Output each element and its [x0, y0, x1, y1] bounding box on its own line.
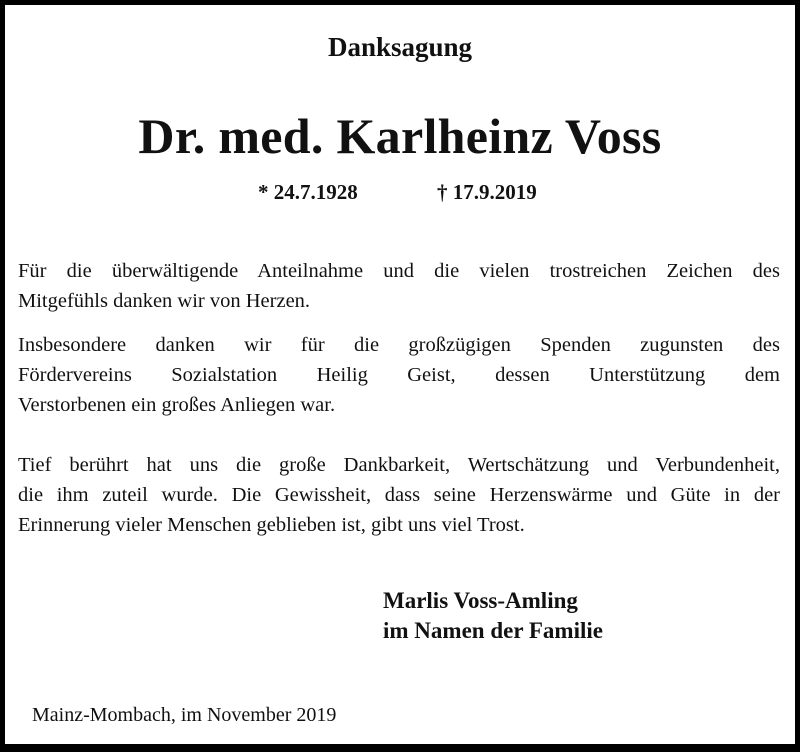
birth-date: * 24.7.1928 [258, 180, 358, 204]
deceased-name: Dr. med. Karlheinz Voss [138, 108, 662, 164]
paragraph-line: Insbesondere danken wir für die großzügigen Spenden zugunsten des [18, 334, 780, 356]
paragraph-line: die ihm zuteil wurde. Die Gewissheit, dass seine Herzenswärme und Güte in der [18, 484, 780, 506]
paragraph-3 [18, 450, 780, 540]
paragraph-line: Für die überwältigende Anteilnahme und die vielen trostreichen Zeichen des [18, 260, 780, 282]
paragraph-line: Verstorbenen ein großes Anliegen war. [18, 394, 336, 416]
paragraph-1 [18, 256, 780, 316]
place-and-date: Mainz-Mombach, im November 2019 [32, 704, 337, 726]
notice-heading: Danksagung [327, 32, 473, 62]
paragraph-line: Erinnerung vieler Menschen geblieben ist, gibt uns viel Trost. [18, 514, 525, 536]
paragraph-2 [18, 330, 780, 420]
signature-name: Marlis Voss-Amling [383, 588, 578, 613]
paragraph-line: Fördervereins Sozialstation Heilig Geist, dessen Unterstützung dem [18, 364, 780, 386]
signature-subtitle: im Namen der Familie [383, 618, 603, 643]
death-date: † 17.9.2019 [437, 180, 537, 204]
paragraph-line: Mitgefühls danken wir von Herzen. [18, 290, 311, 312]
paragraph-line: Tief berührt hat uns die große Dankbarkeit, Wertschätzung und Verbundenheit, [18, 454, 780, 476]
